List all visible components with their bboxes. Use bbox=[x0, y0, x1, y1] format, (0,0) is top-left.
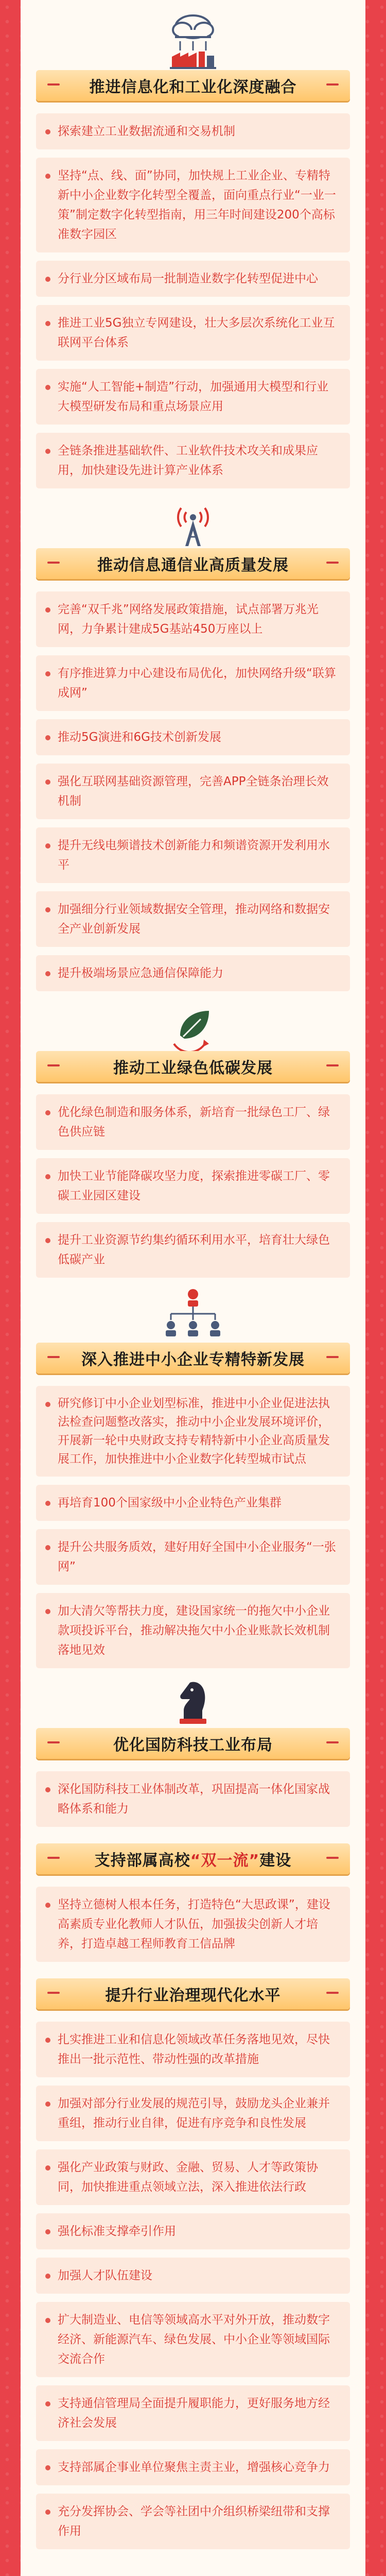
list-item: 探索建立工业数据流通和交易机制 bbox=[36, 113, 350, 149]
section-title: 推动工业绿色低碳发展 bbox=[113, 1059, 273, 1077]
list-item: 充分发挥协会、学会等社团中介组织桥梁纽带和支撑作用 bbox=[36, 2494, 350, 2549]
list-item: 扩大制造业、电信等领域高水平对外开放，推动数字经济、新能源汽车、绿色发展、中小企业等领域国际交流合作 bbox=[36, 2302, 350, 2377]
section-banner bbox=[36, 70, 350, 101]
section-green bbox=[36, 999, 350, 1278]
section-banner bbox=[36, 1728, 350, 1759]
list-item: 扎实推进工业和信息化领域改革任务落地见效，尽快推出一批示范性、带动性强的改革措施 bbox=[36, 2022, 350, 2077]
list-item: 推进工业5G独立专网建设，壮大多层次系统化工业互联网平台体系 bbox=[36, 305, 350, 361]
network-hierarchy-icon bbox=[154, 1286, 232, 1343]
list-item: 全链条推进基础软件、工业软件技术攻关和成果应用，加快建设先进计算产业体系 bbox=[36, 433, 350, 488]
section-banner bbox=[36, 548, 350, 579]
section-banner bbox=[36, 1978, 350, 2009]
list-item: 坚持“点、线、面”协同，加快规上工业企业、专精特新中小企业数字化转型全覆盖，面向重点行业“一业一策”制定数字化转型指南，用三年时间建设200个高标准数字园区 bbox=[36, 158, 350, 252]
list-item: 有序推进算力中心建设布局优化，加快网络升级“联算成网” bbox=[36, 655, 350, 711]
section-title: 支持部属高校“双一流”建设 bbox=[94, 1852, 292, 1870]
list-item: 提升极端场景应急通信保障能力 bbox=[36, 955, 350, 991]
list-item: 支持部属企事业单位聚焦主责主业，增强核心竞争力 bbox=[36, 2449, 350, 2485]
section-banner bbox=[36, 1343, 350, 1374]
section-universities bbox=[36, 1835, 350, 1962]
section-informatization bbox=[36, 0, 350, 488]
section-title: 深入推进中小企业专精特新发展 bbox=[81, 1351, 305, 1369]
list-item: 强化产业政策与财政、金融、贸易、人才等政策协同，加快推进重点领域立法，深入推进依法行政 bbox=[36, 2149, 350, 2205]
list-item: 坚持立德树人根本任务，打造特色“大思政课”，建设高素质专业化教师人才队伍，加强拔尖创新人才培养，打造卓越工程师教育工信品牌 bbox=[36, 1887, 350, 1962]
list-item: 加快工业节能降碳攻坚力度，探索推进零碳工厂、零碳工业园区建设 bbox=[36, 1158, 350, 1214]
chess-knight-icon bbox=[154, 1676, 232, 1728]
section-governance bbox=[36, 1970, 350, 2549]
section-banner bbox=[36, 1843, 350, 1874]
list-item: 加强对部分行业发展的规范引导，鼓励龙头企业兼并重组，推动行业自律，促进有序竞争和良性发展 bbox=[36, 2086, 350, 2141]
section-banner bbox=[36, 1051, 350, 1082]
section-title: 推进信息化和工业化深度融合 bbox=[89, 78, 297, 96]
list-item: 加强人才队伍建设 bbox=[36, 2258, 350, 2294]
list-item: 分行业分区域布局一批制造业数字化转型促进中心 bbox=[36, 261, 350, 297]
section-sme bbox=[36, 1286, 350, 1668]
section-telecom bbox=[36, 497, 350, 991]
section-title: 优化国防科技工业布局 bbox=[113, 1736, 273, 1754]
list-item: 提升公共服务质效，建好用好全国中小企业服务“一张网” bbox=[36, 1529, 350, 1585]
signal-tower-icon bbox=[154, 497, 232, 548]
list-item: 实施“人工智能+制造”行动，加强通用大模型和行业大模型研发布局和重点场景应用 bbox=[36, 369, 350, 425]
list-item: 支持通信管理局全面提升履职能力，更好服务地方经济社会发展 bbox=[36, 2385, 350, 2441]
leaf-recycle-icon bbox=[154, 999, 232, 1051]
list-item: 加大清欠等帮扶力度，建设国家统一的拖欠中小企业款项投诉平台，推动解决拖欠中小企业账款长效机制落地见效 bbox=[36, 1593, 350, 1668]
cloud-factory-icon bbox=[154, 9, 232, 70]
list-item: 完善“双千兆”网络发展政策措施，试点部署万兆光网，力争累计建成5G基站450万座以上 bbox=[36, 591, 350, 647]
list-item: 研究修订中小企业划型标准，推进中小企业促进法执法检查问题整改落实，推动中小企业发展环境评价，开展新一轮中央财政支持专精特新中小企业高质量发展工作，加快推进中小企业数字化转型城市试点 bbox=[36, 1386, 350, 1477]
section-defense bbox=[36, 1676, 350, 1827]
list-item: 提升无线电频谱技术创新能力和频谱资源开发利用水平 bbox=[36, 827, 350, 883]
list-item: 提升工业资源节约集约循环利用水平，培育壮大绿色低碳产业 bbox=[36, 1222, 350, 1278]
section-title: 推动信息通信业高质量发展 bbox=[97, 556, 289, 574]
list-item: 推动5G演进和6G技术创新发展 bbox=[36, 719, 350, 755]
section-title: 提升行业治理现代化水平 bbox=[105, 1987, 281, 2005]
list-item: 再培育100个国家级中小企业特色产业集群 bbox=[36, 1485, 350, 1521]
content-card bbox=[21, 0, 365, 2576]
list-item: 优化绿色制造和服务体系，新培育一批绿色工厂、绿色供应链 bbox=[36, 1094, 350, 1150]
list-item: 强化互联网基础资源管理，完善APP全链条治理长效机制 bbox=[36, 764, 350, 819]
list-item: 深化国防科技工业体制改革，巩固提高一体化国家战略体系和能力 bbox=[36, 1771, 350, 1827]
list-item: 加强细分行业领域数据安全管理，推动网络和数据安全产业创新发展 bbox=[36, 891, 350, 947]
list-item: 强化标准支撑牵引作用 bbox=[36, 2213, 350, 2249]
